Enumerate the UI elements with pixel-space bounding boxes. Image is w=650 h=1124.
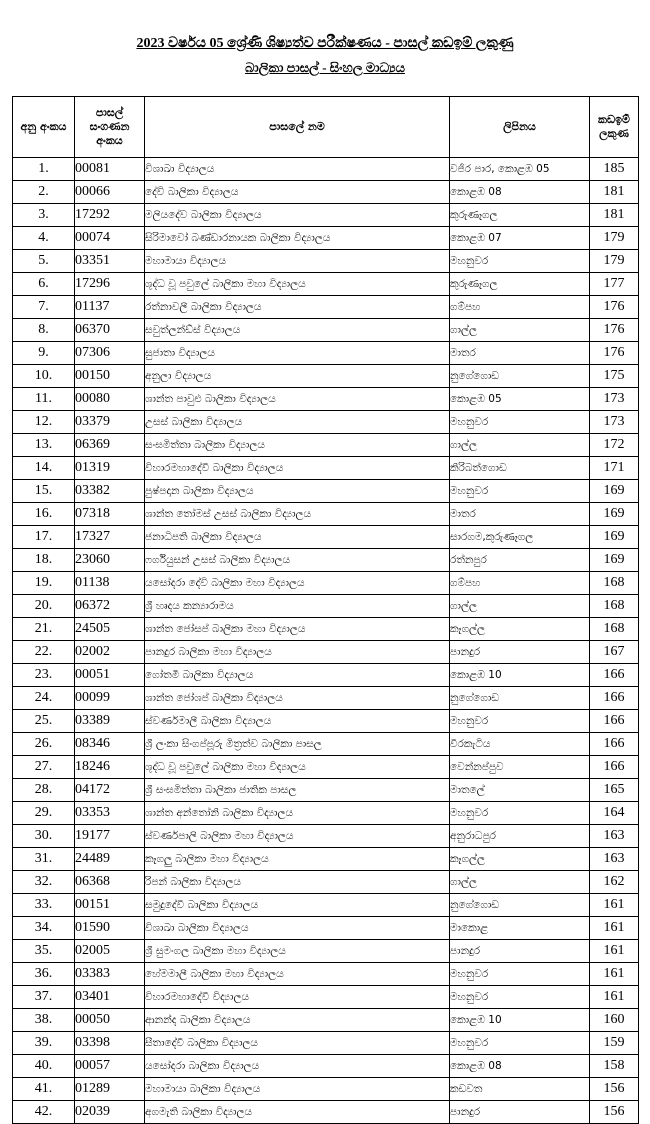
cutoff-mark-cell: 179	[590, 227, 639, 250]
table-row	[13, 963, 639, 986]
address-cell: සාරගම,කුරුණෑගල	[450, 526, 590, 549]
column-header-address: ලිපිනය	[450, 97, 590, 158]
table-row	[13, 526, 639, 549]
cutoff-mark-cell: 172	[590, 434, 639, 457]
school-name-cell: ශ්‍රී ලංකා සිංගප්පූරු මිත්‍රත්ව බාලිකා පාසල	[145, 733, 450, 756]
school-name-cell: ශුද්ධ වූ පවුලේ බාලිකා මහා විද්‍යාලය	[145, 273, 450, 296]
school-name-cell: විහාරමහාදේවී බාලිකා විද්‍යාලය	[145, 457, 450, 480]
address-cell: මහනුවර	[450, 411, 590, 434]
serial-no-cell: 42.	[13, 1101, 75, 1124]
school-name-cell: ශාන්ත පාවුළු බාලිකා විද්‍යාලය	[145, 388, 450, 411]
table-row	[13, 319, 639, 342]
school-name-cell: ආනන්ද බාලිකා විද්‍යාලය	[145, 1009, 450, 1032]
cutoff-mark-cell: 156	[590, 1101, 639, 1124]
table-row	[13, 986, 639, 1009]
cutoff-mark-cell: 160	[590, 1009, 639, 1032]
serial-no-cell: 39.	[13, 1032, 75, 1055]
cutoff-mark-cell: 161	[590, 986, 639, 1009]
cutoff-mark-cell: 167	[590, 641, 639, 664]
table-row	[13, 848, 639, 871]
table-row	[13, 572, 639, 595]
serial-no-cell: 38.	[13, 1009, 75, 1032]
address-cell: වෙන්නප්පුව	[450, 756, 590, 779]
school-name-cell: ශුද්ධ වූ පවුලේ බාලිකා මහා විද්‍යාලය	[145, 756, 450, 779]
census-no-cell: 03353	[75, 802, 145, 825]
column-header-serial-no: අනු අංකය	[13, 97, 75, 158]
school-name-cell: යසෝදරා බාලිකා විද්‍යාලය	[145, 1055, 450, 1078]
address-cell: මාතර	[450, 503, 590, 526]
table-row	[13, 618, 639, 641]
cutoff-mark-cell: 181	[590, 181, 639, 204]
school-name-cell: සමුදුදේවී බාලිකා විද්‍යාලය	[145, 894, 450, 917]
address-cell: කඩවත	[450, 1078, 590, 1101]
address-cell: පානදුර	[450, 641, 590, 664]
table-row	[13, 503, 639, 526]
school-name-cell: ස්වර්ණපාලි බාලිකා මහා විද්‍යාලය	[145, 825, 450, 848]
census-no-cell: 06368	[75, 871, 145, 894]
serial-no-cell: 27.	[13, 756, 75, 779]
school-name-cell: දේවි බාලිකා විද්‍යාලය	[145, 181, 450, 204]
cutoff-mark-cell: 181	[590, 204, 639, 227]
address-cell: ගාල්ල	[450, 595, 590, 618]
serial-no-cell: 8.	[13, 319, 75, 342]
address-cell: ගාල්ල	[450, 319, 590, 342]
serial-no-cell: 12.	[13, 411, 75, 434]
serial-no-cell: 35.	[13, 940, 75, 963]
table-header	[13, 97, 639, 158]
census-no-cell: 00057	[75, 1055, 145, 1078]
census-no-cell: 00151	[75, 894, 145, 917]
address-cell: වීරකැටිය	[450, 733, 590, 756]
address-cell: වජිර පාර, කොළඹ 05	[450, 158, 590, 181]
school-name-cell: මහාමායා විද්‍යාලය	[145, 250, 450, 273]
school-name-cell: කෑගලු බාලිකා මහා විද්‍යාලය	[145, 848, 450, 871]
table-row	[13, 641, 639, 664]
serial-no-cell: 40.	[13, 1055, 75, 1078]
address-cell: මාතර	[450, 342, 590, 365]
cutoff-mark-cell: 163	[590, 825, 639, 848]
school-name-cell: ශ්‍රී සංඝමිත්තා බාලිකා ජාතික පාසල	[145, 779, 450, 802]
table-row	[13, 434, 639, 457]
school-name-cell: ජනාධිපති බාලිකා විද්‍යාලය	[145, 526, 450, 549]
census-no-cell: 04172	[75, 779, 145, 802]
table-row	[13, 710, 639, 733]
cutoff-mark-cell: 156	[590, 1078, 639, 1101]
address-cell: රත්නපුර	[450, 549, 590, 572]
serial-no-cell: 36.	[13, 963, 75, 986]
column-header-census-no: පාසල් සංගණන අංකය	[75, 97, 145, 158]
serial-no-cell: 29.	[13, 802, 75, 825]
census-no-cell: 06369	[75, 434, 145, 457]
serial-no-cell: 31.	[13, 848, 75, 871]
table-row	[13, 595, 639, 618]
school-name-cell: ශ්‍රී සුමංගල බාලිකා මහා විද්‍යාලය	[145, 940, 450, 963]
document-title: 2023 වර්ෂය 05 ශ්‍රේණි ශිෂ්‍යත්ව පරීක්ෂණය - පාසල් කඩඉම් ලකුණු	[136, 36, 514, 51]
table-row	[13, 158, 639, 181]
census-no-cell: 01138	[75, 572, 145, 595]
table-row	[13, 181, 639, 204]
address-cell: පානදුර	[450, 940, 590, 963]
cutoff-mark-cell: 161	[590, 940, 639, 963]
census-no-cell: 18246	[75, 756, 145, 779]
cutoff-mark-cell: 173	[590, 411, 639, 434]
serial-no-cell: 17.	[13, 526, 75, 549]
serial-no-cell: 28.	[13, 779, 75, 802]
school-name-cell: සිරිමාවෝ බණ්ඩාරනායක බාලිකා විද්‍යාලය	[145, 227, 450, 250]
school-name-cell: සංඝමිත්තා බාලිකා විද්‍යාලය	[145, 434, 450, 457]
address-cell: කොළඹ 10	[450, 664, 590, 687]
serial-no-cell: 23.	[13, 664, 75, 687]
census-no-cell: 03382	[75, 480, 145, 503]
cutoff-mark-cell: 161	[590, 963, 639, 986]
cutoff-mark-cell: 161	[590, 894, 639, 917]
table-row	[13, 687, 639, 710]
serial-no-cell: 25.	[13, 710, 75, 733]
census-no-cell: 00074	[75, 227, 145, 250]
document-subtitle: බාලිකා පාසල් - සිංහල මාධ්‍යය	[245, 60, 405, 75]
table-row	[13, 227, 639, 250]
serial-no-cell: 15.	[13, 480, 75, 503]
school-name-cell: මලියදේව බාලිකා විද්‍යාලය	[145, 204, 450, 227]
serial-no-cell: 6.	[13, 273, 75, 296]
address-cell: කොළඹ 07	[450, 227, 590, 250]
table-row	[13, 342, 639, 365]
address-cell: නුගේගොඩ	[450, 687, 590, 710]
school-name-cell: ශාන්ත ජෝශප් බාලිකා විද්‍යාලය	[145, 687, 450, 710]
school-name-cell: විශාඛා බාලිකා විද්‍යාලය	[145, 917, 450, 940]
address-cell: කෑගල්ල	[450, 618, 590, 641]
census-no-cell: 02039	[75, 1101, 145, 1124]
table-row	[13, 480, 639, 503]
table-row	[13, 871, 639, 894]
census-no-cell: 00081	[75, 158, 145, 181]
table-row	[13, 411, 639, 434]
census-no-cell: 03398	[75, 1032, 145, 1055]
address-cell: කුරුණෑගල	[450, 273, 590, 296]
census-no-cell: 06372	[75, 595, 145, 618]
serial-no-cell: 22.	[13, 641, 75, 664]
cutoff-mark-cell: 173	[590, 388, 639, 411]
table-row	[13, 296, 639, 319]
census-no-cell: 00099	[75, 687, 145, 710]
school-name-cell: ගෝතමී බාලිකා විද්‍යාලය	[145, 664, 450, 687]
census-no-cell: 03401	[75, 986, 145, 1009]
census-no-cell: 17327	[75, 526, 145, 549]
census-no-cell: 00051	[75, 664, 145, 687]
serial-no-cell: 41.	[13, 1078, 75, 1101]
table-row	[13, 802, 639, 825]
cutoff-mark-cell: 166	[590, 687, 639, 710]
cutoff-mark-cell: 179	[590, 250, 639, 273]
census-no-cell: 02005	[75, 940, 145, 963]
census-no-cell: 00066	[75, 181, 145, 204]
census-no-cell: 24489	[75, 848, 145, 871]
table-row	[13, 549, 639, 572]
table-row	[13, 457, 639, 480]
serial-no-cell: 24.	[13, 687, 75, 710]
serial-no-cell: 4.	[13, 227, 75, 250]
address-cell: මහනුවර	[450, 480, 590, 503]
cutoff-mark-cell: 175	[590, 365, 639, 388]
serial-no-cell: 3.	[13, 204, 75, 227]
census-no-cell: 03351	[75, 250, 145, 273]
table-row	[13, 250, 639, 273]
school-name-cell: පානදුර බාලිකා මහා විද්‍යාලය	[145, 641, 450, 664]
cutoff-mark-cell: 166	[590, 733, 639, 756]
address-cell: මහනුවර	[450, 802, 590, 825]
school-name-cell: පුෂ්පදාන බාලිකා විද්‍යාලය	[145, 480, 450, 503]
serial-no-cell: 5.	[13, 250, 75, 273]
school-name-cell: ෆර්ගියුසන් උසස් බාලිකා විද්‍යාලය	[145, 549, 450, 572]
table-row	[13, 1009, 639, 1032]
cutoff-mark-cell: 169	[590, 526, 639, 549]
serial-no-cell: 18.	[13, 549, 75, 572]
school-name-cell: ශාන්ත ජෝසප් බාලිකා මහා විද්‍යාලය	[145, 618, 450, 641]
address-cell: ගාල්ල	[450, 871, 590, 894]
serial-no-cell: 13.	[13, 434, 75, 457]
school-name-cell: රිපන් බාලිකා විද්‍යාලය	[145, 871, 450, 894]
serial-no-cell: 11.	[13, 388, 75, 411]
census-no-cell: 08346	[75, 733, 145, 756]
table-body	[13, 158, 639, 1124]
column-header-cutoff-mark: කඩඉම් ලකුණ	[590, 97, 639, 158]
address-cell: කෑගල්ල	[450, 848, 590, 871]
census-no-cell: 07318	[75, 503, 145, 526]
column-header-school-name: පාසලේ නම	[145, 97, 450, 158]
census-no-cell: 24505	[75, 618, 145, 641]
table-row	[13, 664, 639, 687]
table-row	[13, 1032, 639, 1055]
table-row	[13, 825, 639, 848]
table-row	[13, 940, 639, 963]
serial-no-cell: 16.	[13, 503, 75, 526]
school-name-cell: ශාන්ත තෝමස් උසස් බාලිකා විද්‍යාලය	[145, 503, 450, 526]
table-row	[13, 894, 639, 917]
cutoff-mark-cell: 166	[590, 710, 639, 733]
census-no-cell: 23060	[75, 549, 145, 572]
table-row	[13, 756, 639, 779]
cutoff-mark-cell: 165	[590, 779, 639, 802]
address-cell: නුගේගොඩ	[450, 894, 590, 917]
address-cell: කිරිබත්ගොඩ	[450, 457, 590, 480]
census-no-cell: 03383	[75, 963, 145, 986]
cutoff-mark-cell: 177	[590, 273, 639, 296]
school-name-cell: සවුත්ලන්ඩ්ස් විද්‍යාලය	[145, 319, 450, 342]
address-cell: කුරුණෑගල	[450, 204, 590, 227]
cutoff-mark-cell: 176	[590, 319, 639, 342]
cutoff-mark-cell: 166	[590, 756, 639, 779]
school-name-cell: මහාමායා බාලිකා විද්‍යාලය	[145, 1078, 450, 1101]
serial-no-cell: 9.	[13, 342, 75, 365]
school-name-cell: යසෝදරා දේවි බාලිකා මහා විද්‍යාලය	[145, 572, 450, 595]
address-cell: කොළඹ 08	[450, 1055, 590, 1078]
cutoff-mark-cell: 163	[590, 848, 639, 871]
serial-no-cell: 33.	[13, 894, 75, 917]
table-row	[13, 779, 639, 802]
serial-no-cell: 10.	[13, 365, 75, 388]
address-cell: ගම්පහ	[450, 296, 590, 319]
cutoff-mark-cell: 176	[590, 296, 639, 319]
address-cell: මහනුවර	[450, 963, 590, 986]
address-cell: ගාල්ල	[450, 434, 590, 457]
serial-no-cell: 26.	[13, 733, 75, 756]
document-header	[0, 0, 650, 78]
census-no-cell: 01289	[75, 1078, 145, 1101]
school-name-cell: ශ්‍රී හෘදය කන්‍යාරාමය	[145, 595, 450, 618]
serial-no-cell: 1.	[13, 158, 75, 181]
address-cell: මහනුවර	[450, 250, 590, 273]
cutoff-mark-cell: 164	[590, 802, 639, 825]
school-name-cell: අනුලා විද්‍යාලය	[145, 365, 450, 388]
census-no-cell: 00050	[75, 1009, 145, 1032]
table-row	[13, 733, 639, 756]
school-name-cell: විශාඛා විද්‍යාලය	[145, 158, 450, 181]
census-no-cell: 07306	[75, 342, 145, 365]
school-name-cell: විහාරමහාදේවී විද්‍යාලය	[145, 986, 450, 1009]
table-row	[13, 273, 639, 296]
cutoff-mark-cell: 159	[590, 1032, 639, 1055]
address-cell: මාකොළ	[450, 917, 590, 940]
school-name-cell: අගමැති බාලිකා විද්‍යාලය	[145, 1101, 450, 1124]
cutoff-mark-cell: 161	[590, 917, 639, 940]
address-cell: පානදුර	[450, 1101, 590, 1124]
cutoff-mark-cell: 169	[590, 480, 639, 503]
cutoff-mark-cell: 158	[590, 1055, 639, 1078]
address-cell: කොළඹ 10	[450, 1009, 590, 1032]
address-cell: නුගේගොඩ	[450, 365, 590, 388]
census-no-cell: 19177	[75, 825, 145, 848]
school-name-cell: හේමමාලී බාලිකා මහා විද්‍යාලය	[145, 963, 450, 986]
table-row	[13, 1078, 639, 1101]
header-row	[13, 97, 639, 158]
school-name-cell: සුජාතා විද්‍යාලය	[145, 342, 450, 365]
address-cell: මාතලේ	[450, 779, 590, 802]
school-name-cell: ශාන්ත අන්තෝනි බාලිකා විද්‍යාලය	[145, 802, 450, 825]
table-row	[13, 365, 639, 388]
school-name-cell: සීතාදේවී බාලිකා විද්‍යාලය	[145, 1032, 450, 1055]
cutoff-mark-cell: 176	[590, 342, 639, 365]
address-cell: කොළඹ 05	[450, 388, 590, 411]
census-no-cell: 01319	[75, 457, 145, 480]
school-name-cell: රත්නාවලී බාලිකා විද්‍යාලය	[145, 296, 450, 319]
cutoff-mark-cell: 169	[590, 549, 639, 572]
census-no-cell: 00080	[75, 388, 145, 411]
table-row	[13, 917, 639, 940]
table-row	[13, 1055, 639, 1078]
cutoff-mark-cell: 162	[590, 871, 639, 894]
table-row	[13, 1101, 639, 1124]
address-cell: මහනුවර	[450, 986, 590, 1009]
cutoff-marks-table	[12, 96, 639, 1124]
cutoff-mark-cell: 168	[590, 595, 639, 618]
cutoff-mark-cell: 171	[590, 457, 639, 480]
serial-no-cell: 32.	[13, 871, 75, 894]
address-cell: අනුරාධපුර	[450, 825, 590, 848]
serial-no-cell: 19.	[13, 572, 75, 595]
census-no-cell: 06370	[75, 319, 145, 342]
cutoff-mark-cell: 169	[590, 503, 639, 526]
census-no-cell: 03389	[75, 710, 145, 733]
cutoff-mark-cell: 168	[590, 618, 639, 641]
census-no-cell: 01590	[75, 917, 145, 940]
census-no-cell: 01137	[75, 296, 145, 319]
census-no-cell: 17292	[75, 204, 145, 227]
table-row	[13, 388, 639, 411]
census-no-cell: 17296	[75, 273, 145, 296]
serial-no-cell: 2.	[13, 181, 75, 204]
school-name-cell: උසස් බාලිකා විද්‍යාලය	[145, 411, 450, 434]
address-cell: කොළඹ 08	[450, 181, 590, 204]
serial-no-cell: 7.	[13, 296, 75, 319]
census-no-cell: 00150	[75, 365, 145, 388]
serial-no-cell: 20.	[13, 595, 75, 618]
census-no-cell: 03379	[75, 411, 145, 434]
serial-no-cell: 21.	[13, 618, 75, 641]
cutoff-mark-cell: 166	[590, 664, 639, 687]
serial-no-cell: 37.	[13, 986, 75, 1009]
cutoff-mark-cell: 168	[590, 572, 639, 595]
serial-no-cell: 14.	[13, 457, 75, 480]
school-name-cell: ස්වර්ණමාලී බාලිකා විද්‍යාලය	[145, 710, 450, 733]
address-cell: ගම්පහ	[450, 572, 590, 595]
address-cell: මහනුවර	[450, 1032, 590, 1055]
serial-no-cell: 30.	[13, 825, 75, 848]
census-no-cell: 02002	[75, 641, 145, 664]
cutoff-mark-cell: 185	[590, 158, 639, 181]
address-cell: මහනුවර	[450, 710, 590, 733]
table-row	[13, 204, 639, 227]
serial-no-cell: 34.	[13, 917, 75, 940]
